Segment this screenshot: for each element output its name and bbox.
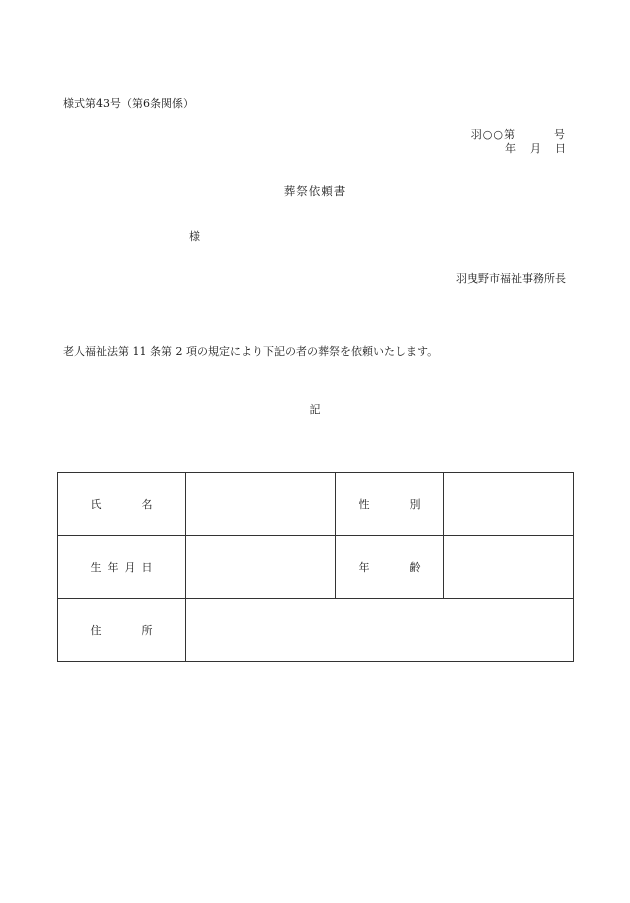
birthdate-label: 生年月日	[90, 561, 153, 574]
age-value-cell[interactable]	[444, 536, 574, 599]
birthdate-label-cell	[58, 536, 186, 599]
date-day: 日	[555, 142, 566, 155]
name-value-cell[interactable]	[186, 473, 336, 536]
address-value-cell[interactable]	[186, 599, 574, 662]
address-label-cell	[58, 599, 186, 662]
birthdate-value-cell[interactable]	[186, 536, 336, 599]
addressee-suffix: 様	[189, 230, 200, 243]
date-year: 年	[505, 142, 516, 155]
sex-label: 性 別	[358, 498, 421, 511]
name-label: 氏 名	[90, 498, 153, 511]
ki-heading: 記	[309, 403, 321, 416]
form-number: 様式第43号（第6条関係）	[63, 97, 194, 110]
name-label-cell	[58, 473, 186, 536]
document-number-prefix: 羽○○第	[470, 128, 516, 141]
table-row	[58, 599, 574, 662]
age-label-cell	[336, 536, 444, 599]
body-text: 老人福祉法第 11 条第 2 項の規定により下記の者の葬祭を依頼いたします。	[63, 345, 439, 358]
sex-label-cell	[336, 473, 444, 536]
document-number-suffix: 号	[554, 128, 566, 141]
table-row	[58, 536, 574, 599]
issuer: 羽曳野市福祉事務所長	[456, 272, 566, 285]
table-row	[58, 473, 574, 536]
date-line	[491, 140, 566, 156]
sex-value-cell[interactable]	[444, 473, 574, 536]
page-title: 葬祭依頼書	[283, 184, 347, 198]
age-label: 年 齢	[358, 561, 421, 574]
date-month: 月	[530, 142, 541, 155]
address-label: 住 所	[90, 624, 153, 637]
info-table	[57, 472, 574, 662]
